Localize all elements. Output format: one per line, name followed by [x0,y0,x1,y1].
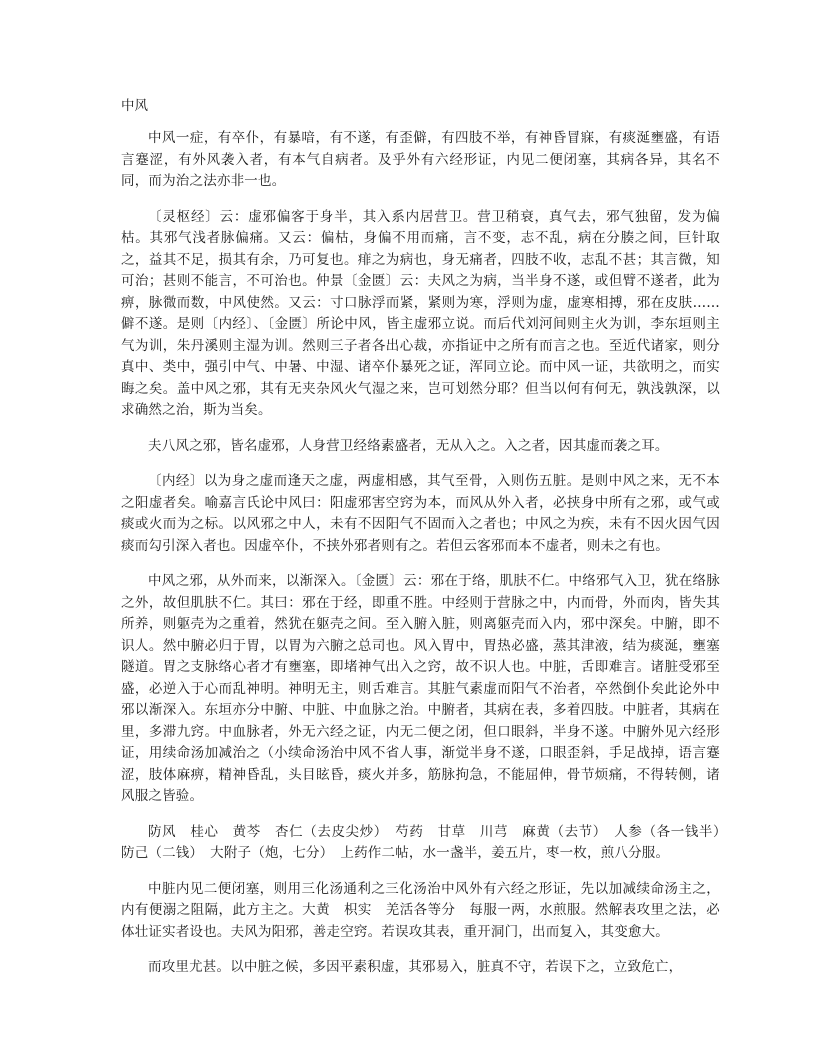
paragraph-progression: 中风之邪，从外而来，以渐深入。〔金匮〕云：邪在于络，肌肤不仁。中络邪气入卫，犹在络脉之外，故但肌肤不仁。其曰：邪在于经，即重不胜。中经则于营脉之中，内而骨，外而肉，皆失其所养，则躯壳为之重着，然犹在躯壳之间。至入腑入脏，则离躯壳而入内，邪中深矣。中腑，即不识人。然中腑必归于胃，以胃为六腑之总司也。风入胃中，胃热必盛，蒸其津液，结为痰涎，壅塞隧道。胃之支脉络心者才有壅塞，即堵神气出入之窍，故不识人也。中脏，舌即难言。诸脏受邪至盛，必逆入于心而乱神明。神明无主，则舌难言。其脏气素虚而阳气不治者，卒然倒仆矣此论外中邪以渐深入。东垣亦分中腑、中脏、中血脉之治。中腑者，其病在表，多着四肢。中脏者，其病在里，多滞九窍。中血脉者，外无六经之证，内无二便之闭，但口眼斜，半身不遂。中腑外见六经形证，用续命汤加减治之（小续命汤治中风不省人事，渐觉半身不遂，口眼歪斜，手足战掉，语言蹇涩，肢体麻痹，精神昏乱，头目眩昏，痰火并多，筋脉拘急，不能屈伸，骨节烦痛，不得转侧，诸风服之皆验。 [121,573,720,804]
paragraph-lingshu: 〔灵枢经〕云：虚邪偏客于身半，其入系内居营卫。营卫稍衰，真气去，邪气独留，发为偏枯。其邪气浅者脉偏痛。又云：偏枯，身偏不用而痛，言不变，志不乱，病在分腠之间，巨针取之，益其不足，损其有余，乃可复也。痱之为病也，身无痛者，四肢不收，志乱不甚；其言微，知可治；甚则不能言，不可治也。仲景〔金匮〕云：夫风之为病，当半身不遂，或但臂不遂者，此为痹，脉微而数，中风使然。又云：寸口脉浮而紧，紧则为寒，浮则为虚，虚寒相搏，邪在皮肤…… 僻不遂。是则〔内经〕、〔金匮〕所论中风，皆主虚邪立说。而后代刘河间则主火为训，李东垣则主气为训，朱丹溪则主湿为训。然则三子者各出心裁，亦指证中之所有而言之也。至近代诸家，则分真中、类中，强引中气、中暑、中湿、诸卒仆暴死之证，浑同立论。而中风一证，共欲明之，而实晦之矣。盖中风之邪，其有无夹杂风火气湿之来，岂可划然分耶？但当以何有何无，孰浅孰深，以求确然之治，斯为当矣。 [121,208,734,418]
paragraph-eight-winds: 夫八风之邪，皆名虚邪，人身营卫经络素盛者，无从入之。入之者，因其虚而袭之耳。 [148,437,669,454]
paragraph-attack-interior: 而攻里尤甚。以中脏之候，多因平素积虚，其邪易入，脏真不守，若误下之，立致危亡， [148,959,683,975]
paragraph-zang-treatment: 中脏内见二便闭塞，则用三化汤通利之三化汤治中风外有六经之形证，先以加减续命汤主之，内有便溺之阻隔，此方主之。大黄 枳实 羌活各等分 每服一两，水煎服。然解表攻里之法，必体壮证实者设也。夫风为阳邪，善走空窍。若误攻其表，重开洞门，出而复入，其变愈大。 [121,880,720,940]
paragraph-prescription: 防风 桂心 黄芩 杏仁（去皮尖炒） 芍药 甘草 川芎 麻黄（去节） 人参（各一钱半） 防己（二钱） 大附子（炮，七分） 上药作二帖，水一盏半，姜五片，枣一枚，煎八分服。 [121,823,734,861]
paragraph-neijing: 〔内经〕以为身之虚而逢天之虚，两虚相感，其气至骨，入则伤五脏。是则中风之来，无不本之阳虚者矣。喻嘉言氏论中风曰：阳虚邪害空窍为本，而风从外入者，必挟身中所有之邪，或气或痰或火而为之标。以风邪之中人，未有不因阳气不固而入之者也；中风之为疾，未有不因火因气因痰而勾引深入者也。因虚卒仆，不挟外邪者则有之。若但云客邪而本不虚者，则未之有也。 [121,473,720,554]
page-title: 中风 [121,98,148,114]
paragraph-overview: 中风一症，有卒仆，有暴喑，有不遂，有歪僻，有四肢不举，有神昏冒寐，有痰涎壅盛，有语言蹇涩，有外风袭入者，有本气自病者。及乎外有六经形证，内见二便闭塞，其病各异，其名不同，而为治之法亦非一也。 [121,130,720,189]
